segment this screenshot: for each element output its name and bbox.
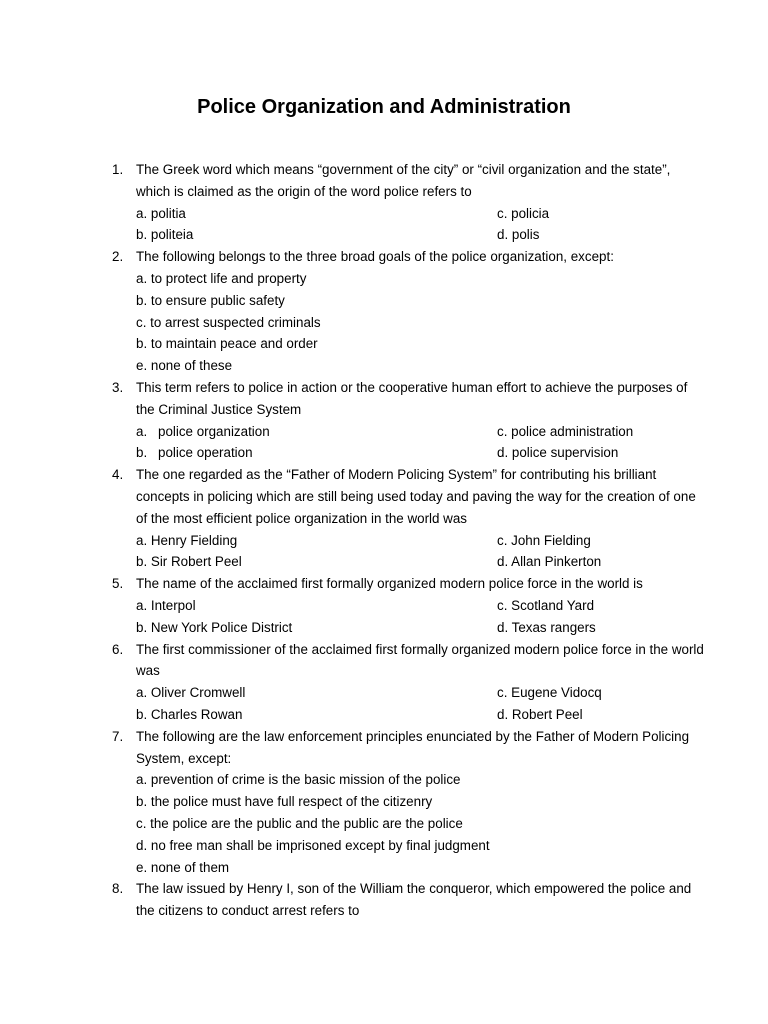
choice-letter: b. bbox=[136, 445, 148, 461]
question-8 bbox=[0, 878, 768, 922]
question-number: 1. bbox=[112, 162, 124, 177]
answer-choice: d. no free man shall be imprisoned except by final judgment bbox=[136, 837, 490, 853]
question-number: 5. bbox=[112, 576, 124, 592]
answer-choice: a. prevention of crime is the basic mission of the police bbox=[136, 772, 461, 788]
answer-choice: c. John Fielding bbox=[497, 532, 591, 548]
answer-choice: a. politia bbox=[136, 205, 186, 221]
answer-choice: a. Interpol bbox=[136, 597, 196, 613]
answer-choice: d. Texas rangers bbox=[497, 619, 596, 635]
question-4 bbox=[0, 464, 768, 573]
answer-choice: d. polis bbox=[497, 227, 540, 243]
answer-choice: a. to protect life and property bbox=[136, 270, 307, 286]
answer-choice: b. politeia bbox=[136, 227, 194, 243]
document-title: Police Organization and Administration bbox=[197, 96, 571, 118]
answer-choice: c. the police are the public and the public are the police bbox=[136, 815, 463, 831]
question-3 bbox=[0, 377, 768, 464]
question-number: 2. bbox=[112, 249, 124, 265]
answer-choice: e. none of them bbox=[136, 859, 230, 875]
answer-choice: b. to maintain peace and order bbox=[136, 336, 318, 352]
answer-choice: a. Oliver Cromwell bbox=[136, 685, 246, 701]
answer-choice: b. to ensure public safety bbox=[136, 292, 285, 308]
answer-choice: b. Sir Robert Peel bbox=[136, 554, 242, 570]
answer-choices bbox=[136, 268, 708, 377]
question-text: The law issued by Henry I, son of the William the conqueror, which empowered the police and the citizens to conduct arrest refers to bbox=[136, 881, 692, 919]
answer-choices bbox=[136, 595, 708, 639]
answer-choice: d. Allan Pinkerton bbox=[497, 554, 602, 570]
question-number: 7. bbox=[112, 728, 124, 744]
question-text: The following are the law enforcement principles enunciated by the Father of Modern Policing System, except: bbox=[136, 728, 690, 766]
question-number: 3. bbox=[112, 379, 124, 395]
answer-choice: d. Robert Peel bbox=[497, 706, 583, 722]
question-text: The following belongs to the three broad goals of the police organization, except: bbox=[136, 249, 614, 265]
answer-choice: b. the police must have full respect of the citizenry bbox=[136, 794, 433, 810]
answer-choice: c. Scotland Yard bbox=[497, 597, 595, 613]
question-6 bbox=[0, 639, 768, 726]
choice-text: police organization bbox=[158, 423, 270, 439]
question-2 bbox=[0, 246, 768, 377]
answer-choice: a. Henry Fielding bbox=[136, 532, 238, 548]
choice-letter: a. bbox=[136, 423, 148, 439]
answer-choices bbox=[136, 203, 708, 247]
question-7 bbox=[0, 726, 768, 879]
answer-choice: d. police supervision bbox=[497, 445, 619, 461]
question-text: The one regarded as the “Father of Modern Policing System” for contributing his brilliant concepts in policing which are still being used today and paving the way for the creation of one of the most efficient police organization in the world was bbox=[136, 467, 696, 526]
question-number: 8. bbox=[112, 881, 124, 897]
answer-choice: b. New York Police District bbox=[136, 619, 293, 635]
answer-choices bbox=[136, 530, 708, 574]
question-number: 4. bbox=[112, 467, 124, 483]
question-text: The name of the acclaimed first formally organized modern police force in the world is bbox=[136, 576, 643, 592]
answer-choices bbox=[136, 769, 708, 878]
answer-choice: e. none of these bbox=[136, 358, 233, 374]
answer-choice bbox=[136, 442, 497, 464]
question-text: This term refers to police in action or the cooperative human effort to achieve the purposes of the Criminal Justice System bbox=[136, 379, 688, 417]
answer-choice bbox=[136, 421, 497, 443]
answer-choice: c. police administration bbox=[497, 423, 634, 439]
question-text: The Greek word which means “government of the city” or “civil organization and the state”, which is claimed as the origin of the word police refers to bbox=[136, 162, 671, 199]
answer-choices bbox=[136, 421, 708, 465]
answer-choice: b. Charles Rowan bbox=[136, 706, 243, 722]
question-text: The first commissioner of the acclaimed first formally organized modern police force in the world was bbox=[136, 641, 704, 679]
question-1 bbox=[0, 159, 768, 246]
question-list bbox=[0, 159, 768, 922]
answer-choices bbox=[136, 682, 708, 726]
question-number: 6. bbox=[112, 641, 124, 657]
choice-text: police operation bbox=[158, 445, 253, 461]
question-5 bbox=[0, 573, 768, 638]
answer-choice: c. Eugene Vidocq bbox=[497, 685, 602, 701]
answer-choice: c. policia bbox=[497, 205, 550, 221]
answer-choice: c. to arrest suspected criminals bbox=[136, 314, 321, 330]
